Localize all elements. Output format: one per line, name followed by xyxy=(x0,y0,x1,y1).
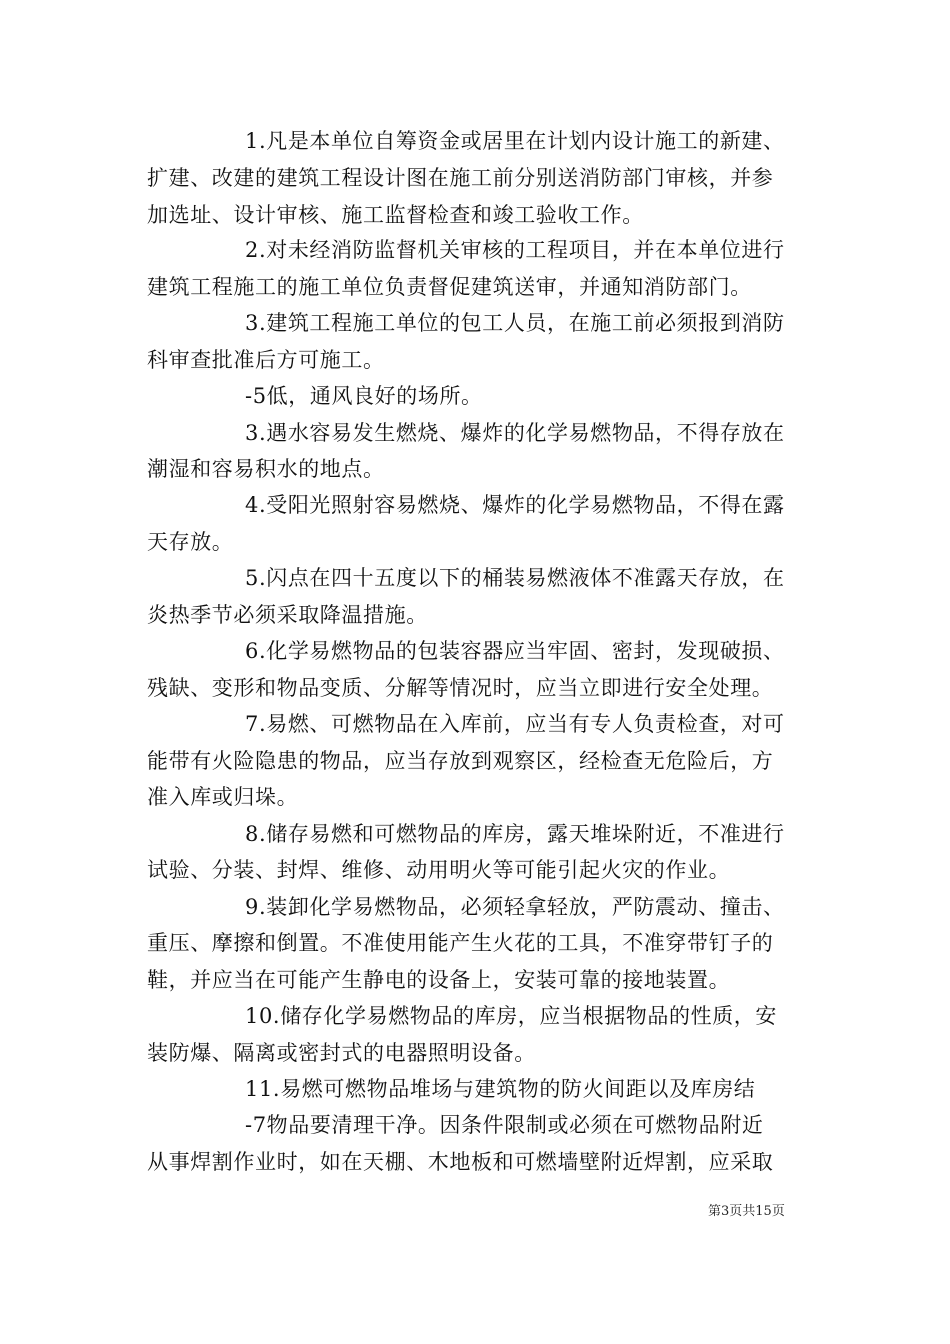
paragraph-line: 加选址、设计审核、施工监督检查和竣工验收工作。 xyxy=(147,203,644,227)
paragraph-line: 准入库或归垛。 xyxy=(147,785,299,809)
paragraph-line: 3.建筑工程施工单位的包工人员，在施工前必须报到消防 xyxy=(245,311,785,335)
paragraph-line: 鞋，并应当在可能产生静电的设备上，安装可靠的接地装置。 xyxy=(147,968,731,992)
paragraph-line: 扩建、改建的建筑工程设计图在施工前分别送消防部门审核，并参 xyxy=(147,166,774,190)
paragraph-line: 残缺、变形和物品变质、分解等情况时，应当立即进行安全处理。 xyxy=(147,676,774,700)
paragraph-line: 能带有火险隐患的物品，应当存放到观察区，经检查无危险后，方 xyxy=(147,749,774,773)
paragraph-line: 1.凡是本单位自筹资金或居里在计划内设计施工的新建、 xyxy=(245,129,785,153)
paragraph-line: 试验、分装、封焊、维修、动用明火等可能引起火灾的作业。 xyxy=(147,858,731,882)
page-number: 第3页共15页 xyxy=(708,1204,785,1219)
paragraph-line: 6.化学易燃物品的包装容器应当牢固、密封，发现破损、 xyxy=(245,639,785,663)
paragraph-line: 8.储存易燃和可燃物品的库房，露天堆垛附近，不准进行 xyxy=(245,822,785,846)
paragraph-line: 从事焊割作业时，如在天棚、木地板和可燃墙壁附近焊割，应采取 xyxy=(147,1150,774,1174)
paragraph-line: -7物品要清理干净。因条件限制或必须在可燃物品附近 xyxy=(245,1113,764,1137)
paragraph-line: 4.受阳光照射容易燃烧、爆炸的化学易燃物品，不得在露 xyxy=(245,493,785,517)
paragraph-line: -5低，通风良好的场所。 xyxy=(245,384,483,408)
paragraph-line: 9.装卸化学易燃物品，必须轻拿轻放，严防震动、撞击、 xyxy=(245,895,785,919)
paragraph-line: 2.对未经消防监督机关审核的工程项目，并在本单位进行 xyxy=(245,238,785,262)
paragraph-line: 装防爆、隔离或密封式的电器照明设备。 xyxy=(147,1041,536,1065)
paragraph-line: 7.易燃、可燃物品在入库前，应当有专人负责检查，对可 xyxy=(245,712,785,736)
paragraph-line: 科审查批准后方可施工。 xyxy=(147,348,385,372)
paragraph-line: 重压、摩擦和倒置。不准使用能产生火花的工具，不准穿带钉子的 xyxy=(147,931,774,955)
paragraph-line: 10.储存化学易燃物品的库房，应当根据物品的性质，安 xyxy=(245,1004,777,1028)
paragraph-line: 建筑工程施工的施工单位负责督促建筑送审，并通知消防部门。 xyxy=(147,275,752,299)
paragraph-line: 5.闪点在四十五度以下的桶装易燃液体不准露天存放，在 xyxy=(245,566,785,590)
paragraph-line: 3.遇水容易发生燃烧、爆炸的化学易燃物品，不得存放在 xyxy=(245,421,785,445)
paragraph-line: 11.易燃可燃物品堆场与建筑物的防火间距以及库房结 xyxy=(245,1077,756,1101)
paragraph-line: 天存放。 xyxy=(147,530,234,554)
paragraph-line: 炎热季节必须采取降温措施。 xyxy=(147,603,428,627)
paragraph-line: 潮湿和容易积水的地点。 xyxy=(147,457,385,481)
